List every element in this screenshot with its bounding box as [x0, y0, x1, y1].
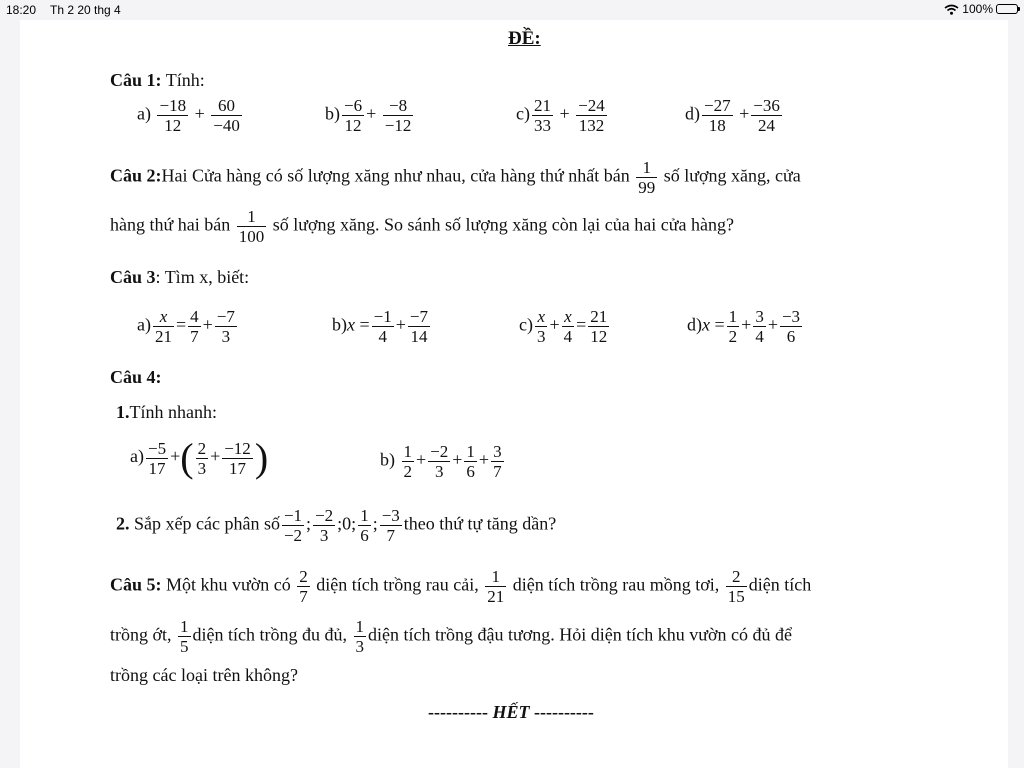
q5-line3: trồng các loại trên không?	[110, 665, 298, 685]
q3-item-d: d)x = $\frac{1}{2}$ + $\frac{3}{4}$ + $\frac{-3}{6}$	[687, 307, 801, 346]
fraction: $\frac{-6}{12}$	[344, 96, 363, 135]
battery-percent: 100%	[962, 2, 993, 16]
fraction: $\frac{1}{99}$	[638, 158, 656, 197]
q3-item-b: b)x = $\frac{-1}{4}$ + $\frac{-7}{14}$	[332, 307, 428, 346]
status-bar	[0, 0, 1024, 20]
plus-sign: +	[194, 103, 205, 124]
q1b-label: b)	[325, 103, 340, 124]
status-right	[944, 2, 1018, 16]
end-marker: ---------- HẾT ----------	[428, 702, 594, 722]
fraction: $\frac{-7}{14}$	[409, 307, 428, 346]
wifi-icon	[944, 4, 959, 15]
fraction: $\frac{4}{7}$	[190, 307, 199, 346]
q3-heading	[110, 267, 249, 288]
fraction: $\frac{1}{5}$	[180, 617, 189, 656]
fraction: $\frac{-27}{18}$	[704, 96, 731, 135]
q1-label: Câu 1:	[110, 70, 162, 90]
q1-item-a	[137, 96, 244, 135]
q3-label: Câu 3	[110, 267, 156, 287]
fraction: $\frac{3}{4}$	[755, 307, 764, 346]
fraction: $\frac{1}{100}$	[238, 207, 265, 246]
fraction: $\frac{1}{6}$	[466, 442, 475, 481]
plus-sign: +	[739, 103, 750, 124]
q5-line1: Câu 5: Một khu vườn có $\frac{2}{7}$ diện tích trồng rau cải, $\frac{1}{21}$ diện tích trồng rau mồng tơi, $\frac{2}{15}$ diện tích	[110, 567, 812, 606]
q2-text: Hai Cửa hàng có số lượng xăng như nhau, cửa hàng thứ nhất bán	[161, 165, 630, 186]
fraction: $\frac{x}{3}$	[536, 307, 546, 346]
fraction: $\frac{x}{4}$	[563, 307, 573, 346]
fraction: $\frac{-12}{17}$	[224, 438, 251, 478]
fraction: $\frac{x}{21}$	[154, 307, 172, 346]
fraction: $\frac{2}{15}$	[727, 567, 745, 606]
q1a-label: a)	[137, 103, 151, 124]
q1-text: Tính:	[165, 70, 205, 90]
fraction: $\frac{-36}{24}$	[753, 96, 780, 135]
page-title: ĐỀ:	[508, 28, 541, 49]
fraction: $\frac{-1}{4}$	[373, 307, 392, 346]
status-time: 18:20	[6, 3, 37, 17]
fraction: $\frac{1}{3}$	[355, 617, 364, 656]
fraction: $\frac{-2}{3}$	[315, 506, 334, 545]
q1-item-d	[685, 96, 784, 135]
fraction: $\frac{-1}{-2}$	[283, 506, 303, 545]
fraction: $\frac{1}{2}$	[403, 442, 412, 481]
q3-text: : Tìm x, biết:	[155, 267, 250, 287]
plus-sign: +	[366, 103, 377, 124]
fraction: $\frac{1}{21}$	[487, 567, 505, 606]
q4-label: Câu 4:	[110, 367, 162, 387]
q3-item-c: c) $\frac{x}{3}$ + $\frac{x}{4}$ = $\frac{21}{12}$	[519, 307, 608, 346]
q1-item-b	[325, 96, 415, 135]
fraction: $\frac{-5}{17}$	[147, 438, 167, 478]
q4-heading	[110, 367, 162, 388]
fraction: $\frac{1}{2}$	[728, 307, 738, 346]
q2-text: hàng thứ hai bán	[110, 214, 231, 235]
fraction: $\frac{-8}{-12}$	[384, 96, 412, 135]
q4-item-a: a) $\frac{-5}{17}$ +( $\frac{2}{3}$ + $\frac{-12}{17}$ )	[130, 435, 269, 480]
q2-label: Câu 2:	[110, 165, 162, 186]
q1-heading	[110, 70, 205, 91]
fraction: $\frac{3}{7}$	[493, 442, 502, 481]
q1d-label: d)	[685, 103, 700, 124]
document-page	[20, 20, 1008, 768]
q1c-label: c)	[516, 103, 530, 124]
q2-text: số lượng xăng, cửa	[663, 165, 801, 186]
fraction: $\frac{1}{6}$	[360, 506, 369, 545]
fraction: $\frac{21}{33}$	[533, 96, 551, 135]
q4-item-b: b) $\frac{1}{2}$ + $\frac{-2}{3}$ + $\frac{1}{6}$ + $\frac{3}{7}$	[380, 442, 502, 481]
q2-line2	[110, 207, 734, 246]
fraction: $\frac{-3}{7}$	[381, 506, 400, 545]
q5-line2: trồng ớt, $\frac{1}{5}$ diện tích trồng đu đủ, $\frac{1}{3}$ diện tích trồng đậu tương. Hỏi diện tích khu vườn có đủ để	[110, 617, 792, 656]
q2-line1	[110, 158, 801, 197]
plus-sign: +	[559, 103, 570, 124]
fraction: $\frac{21}{12}$	[590, 307, 608, 346]
q4-part1: 1.Tính nhanh:	[116, 402, 217, 422]
q4-part2: 2. Sắp xếp các phân số $\frac{-1}{-2}$ ; $\frac{-2}{3}$ ;0; $\frac{1}{6}$ ; $\frac{-3}{7}$ theo thứ tự tăng dần?	[116, 506, 557, 545]
fraction: $\frac{-2}{3}$	[430, 442, 449, 481]
battery-icon	[996, 4, 1018, 14]
q5-label: Câu 5:	[110, 574, 162, 595]
fraction: $\frac{60}{-40}$	[213, 96, 240, 135]
fraction: $\frac{2}{7}$	[299, 567, 308, 606]
fraction: $\frac{-18}{12}$	[159, 96, 187, 135]
fraction: $\frac{-3}{6}$	[781, 307, 801, 346]
fraction: $\frac{-24}{132}$	[578, 96, 605, 135]
q2-text: số lượng xăng. So sánh số lượng xăng còn lại của hai cửa hàng?	[272, 214, 734, 235]
q1-item-c	[516, 96, 609, 135]
q3-item-a: a) $\frac{x}{21}$ = $\frac{4}{7}$ + $\frac{-7}{3}$	[137, 307, 235, 346]
fraction: $\frac{-7}{3}$	[216, 307, 235, 346]
fraction: $\frac{2}{3}$	[197, 438, 207, 478]
status-date: Th 2 20 thg 4	[50, 3, 121, 17]
